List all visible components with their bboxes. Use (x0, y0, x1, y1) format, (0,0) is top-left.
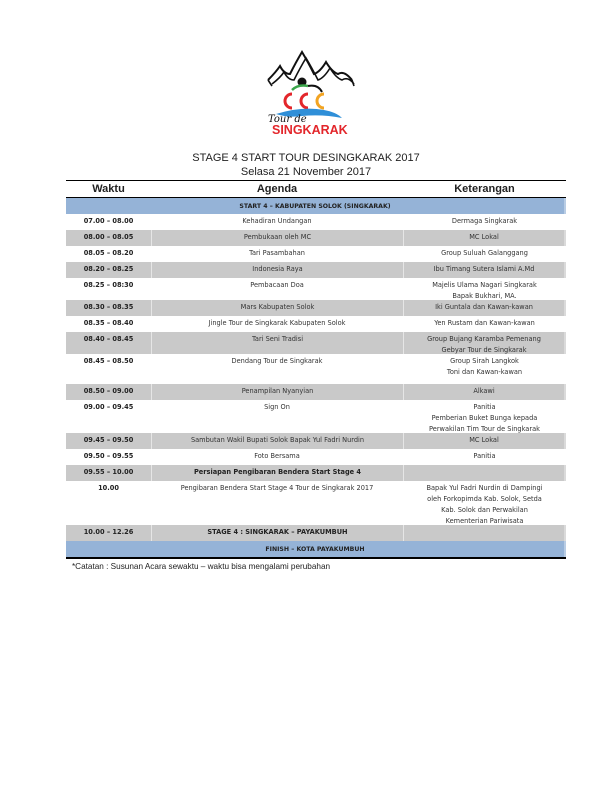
keterangan-line: MC Lokal (469, 436, 499, 445)
cell-agenda: Indonesia Raya (151, 262, 403, 278)
table-row (66, 384, 566, 400)
table-row (66, 465, 566, 481)
keterangan-line: Ibu Timang Sutera Islami A.Md (433, 265, 535, 274)
cell-agenda: Pengibaran Bendera Start Stage 4 Tour de Singkarak 2017 (180, 484, 374, 493)
keterangan-line: Gebyar Tour de Singkarak (441, 346, 527, 355)
keterangan-line: Group Suluah Galanggang (441, 249, 528, 258)
cell-waktu: 08.20 – 08.25 (83, 265, 134, 274)
keterangan-line: Majelis Ulama Nagari Singkarak (432, 281, 537, 290)
keterangan-line: oleh Forkopimda Kab. Solok, Setda (427, 495, 542, 504)
table-row (66, 300, 566, 316)
cell-waktu: 09.45 – 09.50 (83, 436, 134, 445)
keterangan-line: Group Bujang Karamba Pemenang (427, 335, 541, 344)
table-row (66, 278, 566, 300)
table-row (66, 262, 566, 278)
cell-waktu: 09.50 – 09.55 (83, 452, 134, 461)
cell-keterangan (403, 300, 566, 316)
table-row (66, 400, 566, 433)
cell-agenda: Jingle Tour de Singkarak Kabupaten Solok (208, 319, 346, 328)
cell-agenda: Pembukaan oleh MC (151, 230, 403, 246)
keterangan-line: Toni dan Kawan-kawan (446, 368, 523, 377)
cell-agenda: Kehadiran Undangan (242, 217, 312, 226)
cell-waktu: 10.00 – 12.26 (83, 528, 134, 537)
table-row (66, 481, 566, 525)
cell-keterangan (403, 525, 566, 541)
keterangan-line: Group Sirah Langkok (450, 357, 519, 366)
cell-keterangan (403, 230, 566, 246)
table-row (66, 433, 566, 449)
cell-agenda: Sambutan Wakil Bupati Solok Bapak Yul Fadri Nurdin (151, 433, 403, 449)
cell-agenda: Dendang Tour de Singkarak (231, 357, 323, 366)
cell-agenda: STAGE 4 : SINGKARAK – PAYAKUMBUH (151, 525, 403, 541)
logo-graphic-icon (262, 44, 358, 136)
tour-de-singkarak-logo (262, 44, 358, 136)
keterangan-line: Dermaga Singkarak (451, 217, 518, 226)
keterangan-line: Iki Guntala dan Kawan-kawan (435, 303, 533, 312)
table-row (66, 449, 566, 465)
keterangan-line: Kab. Solok dan Perwakilan (441, 506, 528, 515)
keterangan-line: Perwakilan Tim Tour de Singkarak (429, 425, 540, 434)
document-title: STAGE 4 START TOUR DESINGKARAK 2017 (192, 152, 420, 164)
cell-agenda: Penampilan Nyanyian (151, 384, 403, 400)
cell-keterangan (403, 262, 566, 278)
cell-keterangan (403, 449, 566, 465)
keterangan-line: Yen Rustam dan Kawan-kawan (434, 319, 535, 328)
cell-keterangan (403, 214, 566, 230)
document-date: Selasa 21 November 2017 (240, 166, 372, 178)
table-header (66, 181, 566, 198)
table-row (66, 214, 566, 230)
keterangan-line: Bapak Yul Fadri Nurdin di Dampingi (426, 484, 543, 493)
table-row (66, 316, 566, 332)
cell-waktu: 08.50 – 09.00 (83, 387, 134, 396)
section-start: START 4 – KABUPATEN SOLOK (SINGKARAK) (66, 198, 566, 214)
keterangan-line: Kementerian Pariwisata (445, 517, 524, 526)
keterangan-line: Alkawi (473, 387, 495, 396)
cell-waktu: 08.05 – 08.20 (83, 249, 134, 258)
cell-keterangan (403, 400, 566, 433)
cell-agenda: Foto Bersama (254, 452, 300, 461)
cell-agenda: Mars Kabupaten Solok (151, 300, 403, 316)
cell-waktu: 09.00 – 09.45 (83, 403, 134, 412)
cell-waktu: 08.40 – 08.45 (83, 335, 134, 344)
table-row (66, 332, 566, 354)
schedule-table (66, 180, 566, 571)
cell-keterangan (403, 332, 566, 354)
cell-keterangan (403, 316, 566, 332)
table-row (66, 354, 566, 384)
cell-agenda: Pembacaan Doa (250, 281, 304, 290)
cell-keterangan (403, 433, 566, 449)
cell-agenda: Persiapan Pengibaran Bendera Start Stage 4 (151, 465, 403, 481)
logo-tagline: Tour de (268, 114, 307, 125)
cell-waktu: 08.00 – 08.05 (83, 233, 134, 242)
table-row (66, 525, 566, 541)
cell-agenda: Sign On (264, 403, 290, 412)
cell-waktu: 08.30 – 08.35 (83, 303, 134, 312)
cell-keterangan (403, 384, 566, 400)
keterangan-line: Pemberian Buket Bunga kepada (431, 414, 538, 423)
cell-keterangan (403, 481, 566, 525)
cell-waktu: 07.00 – 08.00 (83, 217, 134, 226)
cell-keterangan (403, 246, 566, 262)
keterangan-line: Bapak Bukhari, MA. (452, 292, 517, 301)
table-row (66, 230, 566, 246)
cell-agenda: Tari Seni Tradisi (151, 332, 403, 354)
logo-name: SINGKARAK (272, 123, 348, 136)
cell-keterangan (403, 465, 566, 481)
table-row (66, 246, 566, 262)
header-keterangan: Keterangan (454, 183, 515, 196)
table-body (66, 214, 566, 541)
cell-waktu: 10.00 (98, 484, 119, 493)
cell-keterangan (403, 278, 566, 300)
cell-waktu: 08.45 – 08.50 (83, 357, 134, 366)
cell-agenda: Tari Pasambahan (249, 249, 305, 258)
cell-waktu: 08.35 – 08.40 (83, 319, 134, 328)
keterangan-line: Panitia (473, 452, 496, 461)
header-waktu: Waktu (92, 183, 125, 196)
cell-waktu: 09.55 – 10.00 (83, 468, 134, 477)
keterangan-line: MC Lokal (469, 233, 499, 242)
section-finish: FINISH – KOTA PAYAKUMBUH (66, 541, 566, 557)
table-bottom-rule (66, 557, 566, 558)
keterangan-line: Panitia (473, 403, 496, 412)
cell-keterangan (403, 354, 566, 384)
footnote: *Catatan : Susunan Acara sewaktu – waktu bisa mengalami perubahan (72, 561, 331, 571)
cell-waktu: 08.25 – 08:30 (83, 281, 134, 290)
header-agenda: Agenda (256, 183, 298, 196)
